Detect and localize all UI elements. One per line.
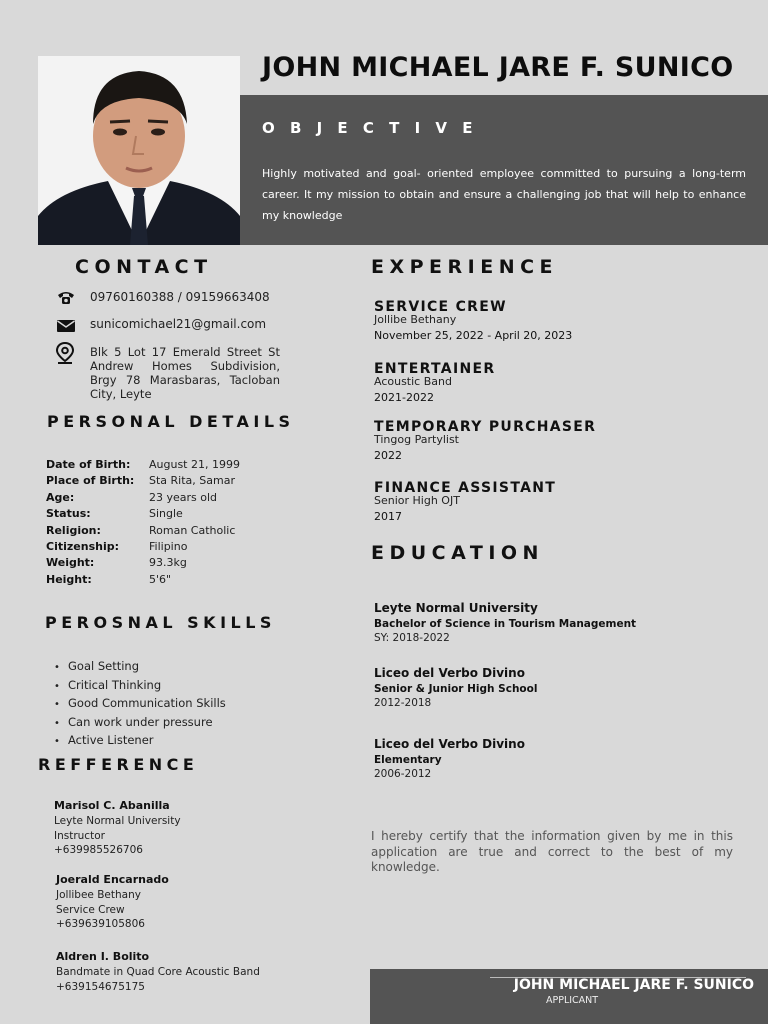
contact-heading	[75, 256, 213, 278]
objective-panel	[240, 95, 768, 245]
location-pin-icon	[55, 342, 75, 362]
reference-role: Instructor	[54, 829, 105, 842]
education-school: Liceo del Verbo Divino	[374, 737, 525, 751]
detail-label: Height:	[46, 572, 92, 586]
education-degree: Senior & Junior High School	[374, 683, 538, 695]
education-degree: Bachelor of Science in Tourism Management	[374, 618, 637, 630]
reference-entry	[56, 950, 260, 994]
detail-label: Place of Birth:	[46, 474, 135, 488]
detail-label: Citizenship:	[46, 540, 119, 553]
footer-name: JOHN MICHAEL JARE F. SUNICO	[513, 977, 754, 993]
experience-date: 2021-2022	[374, 391, 434, 404]
experience-org: Jollibe Bethany	[374, 313, 457, 326]
skill-item: • Goal Setting	[54, 658, 226, 677]
contact-heading-text: CONTACT	[75, 256, 213, 278]
reference-phone: +639154675175	[56, 980, 145, 993]
experience-org: Senior High OJT	[374, 494, 460, 507]
skill-item: • Active Listener	[54, 732, 226, 751]
profile-photo	[38, 56, 240, 245]
skills-list	[54, 658, 226, 751]
detail-value: 5'6"	[149, 572, 172, 586]
experience-org: Acoustic Band	[374, 375, 452, 388]
email-icon	[56, 316, 76, 336]
detail-label: Weight:	[46, 556, 95, 570]
detail-value: 23 years old	[149, 490, 218, 504]
education-degree: Elementary	[374, 754, 442, 766]
education-years: 2012-2018	[374, 697, 432, 709]
reference-phone: +639639105806	[56, 918, 145, 931]
detail-label: Age:	[46, 490, 75, 504]
contact-phone: 09760160388 / 09159663408	[90, 290, 270, 304]
objective-text: Highly motivated and goal- oriented employee committed to pursuing a long-term career. It my mission to obtain and ensure a challenging job that will help to enhance my knowledge	[262, 167, 746, 222]
education-school: Leyte Normal University	[374, 601, 538, 615]
skill-item: • Critical Thinking	[54, 677, 226, 696]
education-years: 2006-2012	[374, 768, 432, 780]
contact-email: sunicomichael21@gmail.com	[90, 317, 267, 331]
phone-icon	[56, 288, 76, 308]
experience-entry	[374, 361, 495, 404]
detail-value: Single	[149, 507, 183, 521]
detail-label: Date of Birth:	[46, 458, 131, 471]
objective-heading: O B J E C T I V E	[262, 119, 478, 137]
education-school: Liceo del Verbo Divino	[374, 666, 525, 680]
detail-value: Roman Catholic	[149, 523, 236, 537]
education-entry	[374, 666, 537, 709]
reference-entry	[56, 873, 169, 932]
skills-heading: PEROSNAL SKILLS	[45, 613, 276, 632]
reference-role: Service Crew	[56, 903, 125, 916]
personal-details-heading: PERSONAL DETAILS	[47, 412, 295, 431]
signature-footer	[370, 969, 768, 1024]
experience-entry	[374, 299, 572, 342]
experience-heading: EXPERIENCE	[371, 256, 559, 278]
education-entry	[374, 737, 525, 780]
detail-value: Filipino	[149, 540, 188, 553]
reference-name: Marisol C. Abanilla	[54, 799, 170, 812]
education-heading: EDUCATION	[371, 542, 544, 564]
experience-title: FINANCE ASSISTANT	[374, 480, 557, 496]
reference-org: Bandmate in Quad Core Acoustic Band	[56, 965, 260, 978]
reference-org: Leyte Normal University	[54, 814, 181, 827]
skill-item: • Can work under pressure	[54, 714, 226, 733]
education-entry	[374, 601, 636, 644]
detail-label: Religion:	[46, 523, 101, 537]
detail-value: Sta Rita, Samar	[149, 474, 235, 488]
reference-name: Joerald Encarnado	[56, 873, 169, 886]
contact-address: Blk 5 Lot 17 Emerald Street St Andrew Homes Subdivision, Brgy 78 Marasbaras, Tacloban City, Leyte	[90, 345, 280, 401]
reference-name: Aldren I. Bolito	[56, 950, 150, 963]
reference-entry	[54, 799, 181, 858]
portrait-illustration	[38, 56, 240, 245]
experience-date: 2022	[374, 449, 402, 462]
skill-item: • Good Communication Skills	[54, 695, 226, 714]
experience-title: SERVICE CREW	[374, 299, 507, 315]
education-years: SY: 2018-2022	[374, 632, 450, 644]
experience-date: November 25, 2022 - April 20, 2023	[374, 329, 573, 342]
experience-entry	[374, 480, 556, 523]
certification-statement: I hereby certify that the information given by me in this application are true and correct to the best of my knowledge.	[371, 829, 733, 874]
reference-org: Jollibee Bethany	[56, 888, 141, 901]
experience-org: Tingog Partylist	[374, 433, 459, 446]
detail-value: 93.3kg	[149, 556, 187, 570]
experience-date: 2017	[374, 510, 402, 523]
detail-label: Status:	[46, 507, 91, 521]
experience-title: TEMPORARY PURCHASER	[374, 419, 597, 435]
detail-value: August 21, 1999	[149, 458, 240, 471]
experience-entry	[374, 419, 596, 462]
reference-phone: +639985526706	[54, 844, 143, 857]
footer-role: APPLICANT	[546, 995, 599, 1006]
experience-title: ENTERTAINER	[374, 361, 496, 377]
applicant-name: JOHN MICHAEL JARE F. SUNICO	[262, 52, 734, 83]
reference-heading: REFFERENCE	[38, 755, 199, 774]
